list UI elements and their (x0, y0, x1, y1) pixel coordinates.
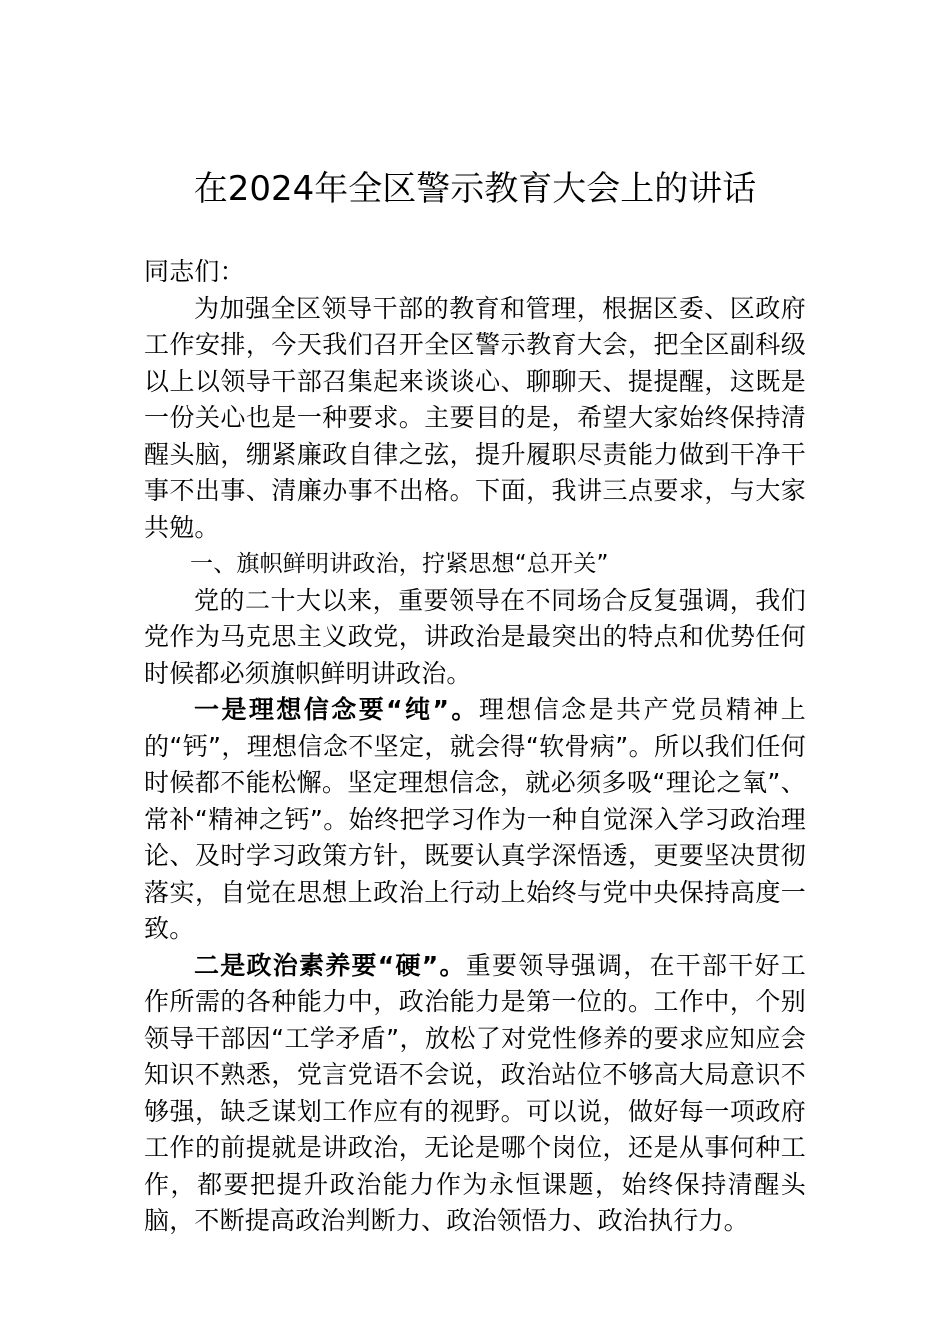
greeting: 同志们： (144, 257, 245, 286)
paragraph-intro: 为加强全区领导干部的教育和管理，根据区委、区政府工作安排，今天我们召开全区警示教育大会，把全区副科级以上以领导干部召集起来谈谈心、聊聊天、提提醒，这既是一份关心也是一种要求。主要目的是，希望大家始终保持清醒头脑，绷紧廉政自律之弦，提升履职尽责能力做到干净干事不出事、清廉办事不出格。下面，我讲三点要求，与大家共勉。 (144, 293, 806, 542)
paragraph-political-quality (144, 948, 806, 1240)
paragraph-ideals (144, 692, 806, 948)
paragraph-ideals-lead: 一是理想信念要“纯”。 (194, 695, 479, 724)
document-title: 在2024年全区警示教育大会上的讲话 (193, 169, 757, 209)
paragraph-political-quality-text: 重要领导强调，在干部干好工作所需的各种能力中，政治能力是第一位的。工作中，个别领导干部因“工学矛盾”，放松了对党性修养的要求应知应会知识不熟悉，党言党语不会说，政治站位不够高大局意识不够强，缺乏谋划工作应有的视野。可以说，做好每一项政府工作的前提就是讲政治，无论是哪个岗位，还是从事何种工作，都要把提升政治能力作为永恒课题，始终保持清醒头脑，不断提高政治判断力、政治领悟力、政治执行力。 (144, 950, 806, 1235)
paragraph-party-congress: 党的二十大以来，重要领导在不同场合反复强调，我们党作为马克思主义政党，讲政治是最突出的特点和优势任何时候都必须旗帜鲜明讲政治。 (144, 585, 806, 688)
document-body (144, 254, 806, 1240)
section-heading-1: 一、旗帜鲜明讲政治，拧紧思想“总开关” (190, 551, 609, 577)
paragraph-political-quality-lead: 二是政治素养要“硬”。 (194, 950, 466, 980)
paragraph-ideals-text: 理想信念是共产党员精神上的“钙”，理想信念不坚定，就会得“软骨病”。所以我们任何时候都不能松懈。坚定理想信念，就必须多吸“理论之氧”、常补“精神之钙”。始终把学习作为一种自觉深入学习政治理论、及时学习政策方针，既要认真学深悟透，更要坚决贯彻落实，自觉在思想上政治上行动上始终与党中央保持高度一致。 (144, 695, 806, 943)
